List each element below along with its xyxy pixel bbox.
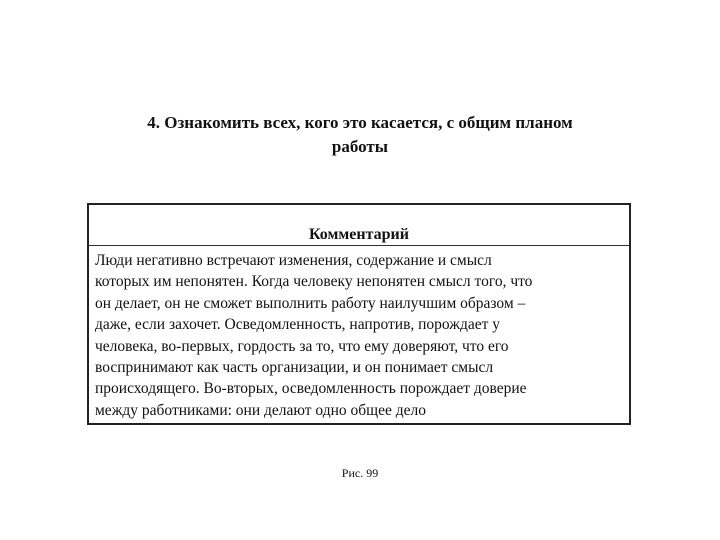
comment-line: которых им непонятен. Когда человеку непонятен смысл того, что — [95, 273, 533, 291]
comment-line: он делает, он не сможет выполнить работу наилучшим образом – — [95, 294, 526, 312]
comment-line: даже, если захочет. Осведомленность, напротив, порождает у — [95, 316, 501, 334]
heading-line-2: работы — [331, 137, 389, 156]
comment-title: Комментарий — [89, 205, 629, 246]
comment-text — [89, 246, 629, 421]
comment-line: человека, во-первых, гордость за то, что ему доверяют, что его — [95, 337, 509, 355]
comment-line: происходящего. Во-вторых, осведомленность порождает доверие — [95, 380, 527, 398]
comment-line: между работниками: они делают одно общее дело — [95, 401, 426, 419]
comment-line: Люди негативно встречают изменения, содержание и смысл — [95, 252, 492, 269]
page-heading — [60, 111, 660, 159]
comment-line: воспринимают как часть организации, и он понимает смысл — [95, 359, 494, 377]
comment-box — [87, 203, 631, 425]
figure-caption: Рис. 99 — [341, 466, 379, 480]
heading-line-1: 4. Ознакомить всех, кого это касается, с общим планом — [147, 113, 573, 132]
